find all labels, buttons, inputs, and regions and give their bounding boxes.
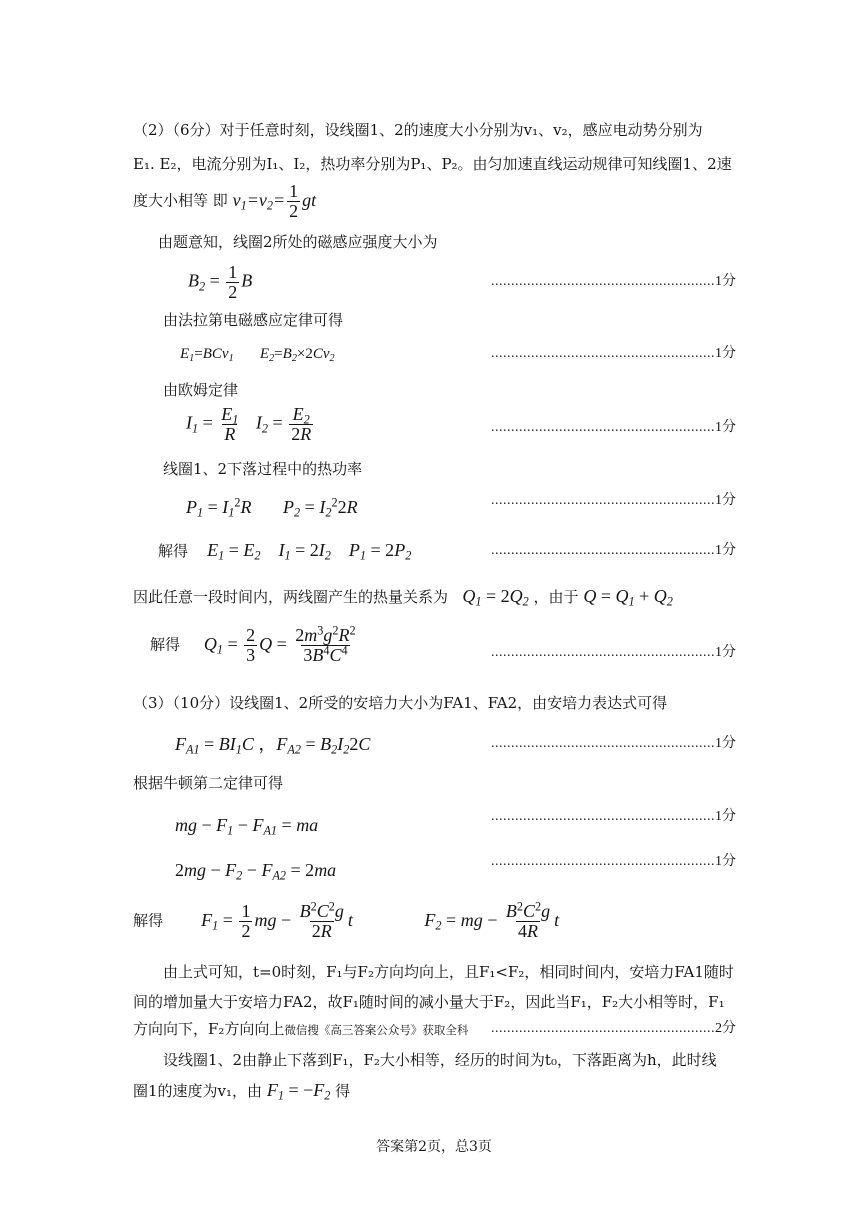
equation-current: $I_1$ = $\frac{E_1}{R}$ $I_2$ = $\frac{E_2}{2R}$	[186, 404, 312, 444]
text-line	[163, 962, 734, 982]
paragraph-text: （2）（6分）对于任意时刻，设线圈1、2的速度大小分别为v₁、v₂，感应电动势分别为	[133, 121, 703, 139]
score-marker: ........................................................1分	[491, 543, 736, 558]
paragraph-text: 因此任意一段时间内，两线圈产生的热量关系为	[133, 588, 449, 606]
text-line	[133, 899, 560, 941]
paragraph-text: 间的增加量大于安培力FA2，故F₁随时间的减小量大于F₂，因此当F₁，F₂大小相等时，F₁	[133, 993, 725, 1011]
paragraph-text: 线圈1、2下落过程中的热功率	[163, 460, 363, 478]
paragraph-text: 根据牛顿第二定律可得	[133, 774, 284, 792]
paragraph-text: 得	[335, 1082, 351, 1100]
text-line	[158, 232, 438, 252]
equation-power: $P_1 = I_1^2R$ $P_2 = I_2^22R$	[186, 495, 358, 520]
score-marker: ........................................................1分	[491, 346, 736, 361]
paragraph-text: ，由于	[533, 588, 579, 606]
paragraph-text: 方向向下，F₂方向向上	[133, 1020, 285, 1038]
text-line	[163, 310, 343, 330]
equation-force-balance: $F_1 = -F_2$	[266, 1080, 331, 1103]
score-marker: ........................................................1分	[491, 854, 736, 869]
text-line	[133, 1080, 350, 1101]
paragraph-text: 由题意知，线圈2所处的磁感应强度大小为	[158, 233, 438, 251]
watermark-text: 微信搜《高三答案公众号》获取全科	[284, 1023, 469, 1037]
paragraph-text: 由法拉第电磁感应定律可得	[163, 311, 344, 329]
equation-velocity: $v_1=v_2=$ $\frac{1}{2}$ gt	[232, 181, 317, 221]
text-line	[163, 1050, 717, 1070]
paragraph-text: 由上式可知，t=0时刻，F₁与F₂方向均向上，且F₁<F₂，相同时间内，安培力FA1随时	[163, 963, 734, 981]
score-marker: ........................................................1分	[491, 493, 736, 508]
equation-newton-1: mg − $F_1 - F_{A1}$ = ma	[175, 815, 319, 838]
text-line	[163, 459, 362, 479]
text-line	[150, 623, 360, 665]
score-marker: ........................................................2分	[491, 1021, 736, 1036]
text-line	[133, 1019, 468, 1040]
text-line	[163, 380, 238, 400]
equation-heat-total: $Q = Q_1 + Q_2$	[583, 586, 673, 609]
text-line	[133, 693, 667, 713]
text-line	[158, 540, 411, 561]
paragraph-text: E₁. E₂，电流分别为I₁、I₂，热功率分别为P₁、P₂。由匀加速直线运动规律可知线圈1、2速	[133, 155, 732, 173]
equation-b2: $B_2$ = $\frac{1}{2}$ B	[188, 262, 253, 302]
equation-q1: $Q_1$ = $\frac{2}{3}$ Q = $\frac{2m^3g^2R^2}{3B^4C^4}$	[203, 623, 356, 665]
score-marker: ........................................................1分	[491, 809, 736, 824]
score-marker: ........................................................1分	[491, 645, 736, 660]
paragraph-text: 圈1的速度为v₁，由	[133, 1082, 263, 1100]
equation-f1: $F_1$ = $\frac{1}{2}$ mg − $\frac{B^2C^2g}{2R}$ t	[201, 899, 353, 941]
equation-f2: $F_2$ = mg − $\frac{B^2C^2g}{4R}$ t	[424, 899, 560, 941]
text-line	[133, 182, 316, 221]
paragraph-text: 解得	[158, 542, 189, 560]
score-marker: ........................................................1分	[491, 420, 736, 435]
text-line	[133, 992, 725, 1012]
paragraph-text: 解得	[150, 635, 181, 654]
equation-emf: $E_1=BCv_1$ $E_2=B_2\times 2Cv_2$	[180, 346, 335, 365]
equation-solution-ratios: $E_1 = E_2$ $I_1 = 2I_2$ $P_1 = 2P_2$	[207, 540, 412, 563]
equation-heat-relation: $Q_1 = 2Q_2$	[462, 586, 529, 609]
text-line	[133, 773, 283, 793]
equation-ampere-force: $F_{A1} = BI_1C$ ，$F_{A2} = B_2I_22C$	[175, 734, 371, 757]
paragraph-text: 解得	[133, 911, 164, 930]
paragraph-text: 设线圈1、2由静止下落到F₁，F₂大小相等，经历的时间为t₀，下落距离为h，此时线	[163, 1051, 717, 1069]
paragraph-text: 由欧姆定律	[163, 381, 239, 399]
text-line	[133, 586, 673, 607]
equation-newton-2: $2mg - F_2 - F_{A2} = 2ma$	[175, 860, 337, 883]
paragraph-text: （3）（10分）设线圈1、2所受的安培力大小为FA1、FA2，由安培力表达式可得	[133, 694, 668, 712]
text-line	[133, 154, 732, 174]
text-line	[133, 120, 703, 140]
page-footer: 答案第2页，总3页	[376, 1139, 492, 1155]
score-marker: ........................................................1分	[491, 274, 736, 289]
paragraph-text: 度大小相等 即	[133, 191, 228, 210]
score-marker: ........................................................1分	[491, 736, 736, 751]
